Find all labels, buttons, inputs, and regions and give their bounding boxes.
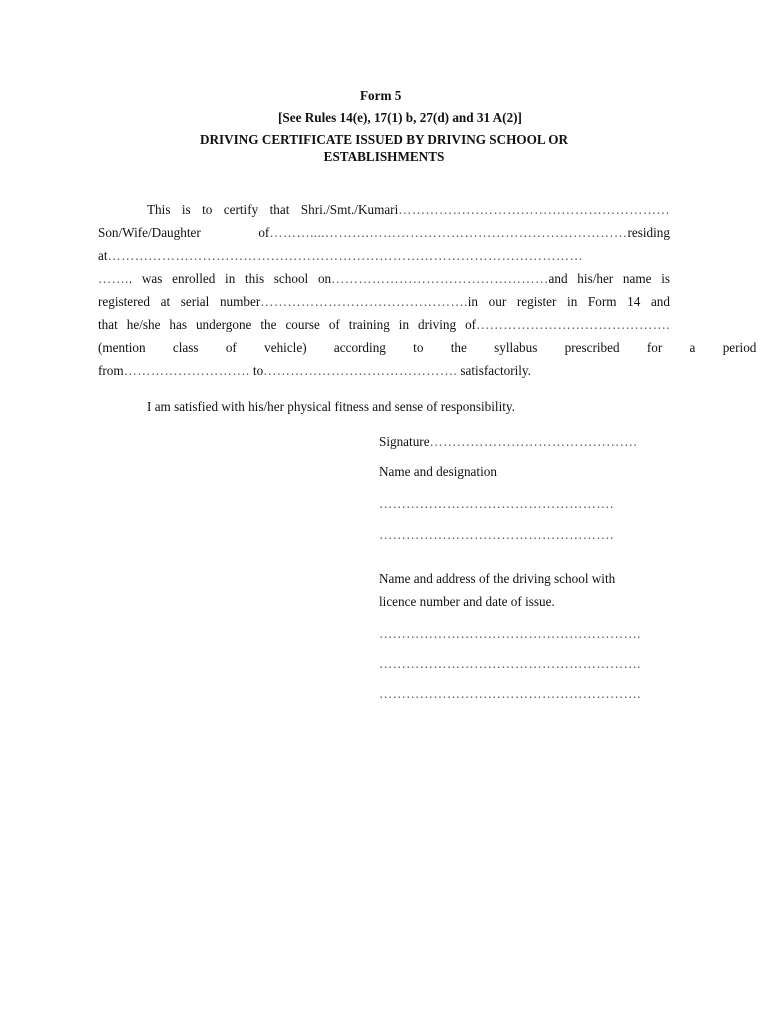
certificate-heading-line-1: DRIVING CERTIFICATE ISSUED BY DRIVING SCHOOL OR [199,132,569,147]
name-designation-label: Name and designation [379,464,497,479]
from-text: from [98,363,124,378]
certificate-heading-line-2: ESTABLISHMENTS [323,149,445,164]
satisfactorily-text: satisfactorily. [457,363,531,378]
serial-number-blank: ………………………………………. [260,294,468,309]
school-blank-3: …………………………………………………. [379,686,641,701]
signature-line [379,434,637,450]
syllabus-text: (mention class of vehicle) according to the syllabus prescribed for a period [98,340,757,355]
residing-text: residing [627,225,670,240]
form-title: Form 5 [360,88,402,103]
name-designation-blank-1: ……………………………………………. [379,496,614,511]
address-blank-continued: ……. [98,271,129,286]
name-designation-blank-2: ……………………………………………. [379,527,614,542]
name-blank: …………………………………………………… [398,202,670,217]
certify-text: This is to certify that Shri./Smt./Kumari [147,202,399,217]
certify-line [147,202,670,218]
training-line [98,317,670,333]
relation-text: Son/Wife/Daughter of [98,225,270,240]
training-text: that he/she has undergone the course of training in driving of [98,317,477,332]
relation-blank: ………....……….………………………………………………… [269,225,628,240]
register-text: in our register in Form 14 and [467,294,670,309]
serial-text: registered at serial number [98,294,261,309]
syllabus-line [98,340,757,356]
to-date-blank: ……………………………………. [263,363,458,378]
enrolled-line [98,271,670,287]
signature-blank: ………………………………………. [429,434,638,449]
enrolled-text: . was enrolled in this school on [128,271,332,286]
relation-line [98,225,670,241]
to-text: to [249,363,264,378]
satisfied-statement: I am satisfied with his/her physical fitness and sense of responsibility. [147,399,515,414]
from-date-blank: ………………………. [123,363,250,378]
signature-label: Signature [379,434,430,449]
rules-reference: [See Rules 14(e), 17(1) b, 27(d) and 31 A(2)] [278,110,522,125]
address-blank: …………………………………………………………………………………………… [107,248,584,263]
enrolled-date-blank: ………………………………………… [331,271,549,286]
school-label-line-1: Name and address of the driving school with [379,571,616,586]
school-blank-1: …………………………………………………. [379,626,641,641]
address-line [98,248,660,264]
serial-line [98,294,670,310]
school-label-line-2: licence number and date of issue. [379,594,555,609]
school-blank-2: …………………………………………………. [379,656,641,671]
vehicle-class-blank: ……………………………………. [476,317,670,332]
name-is-text: and his/her name is [548,271,670,286]
period-line [98,363,531,379]
at-text: at [98,248,108,263]
